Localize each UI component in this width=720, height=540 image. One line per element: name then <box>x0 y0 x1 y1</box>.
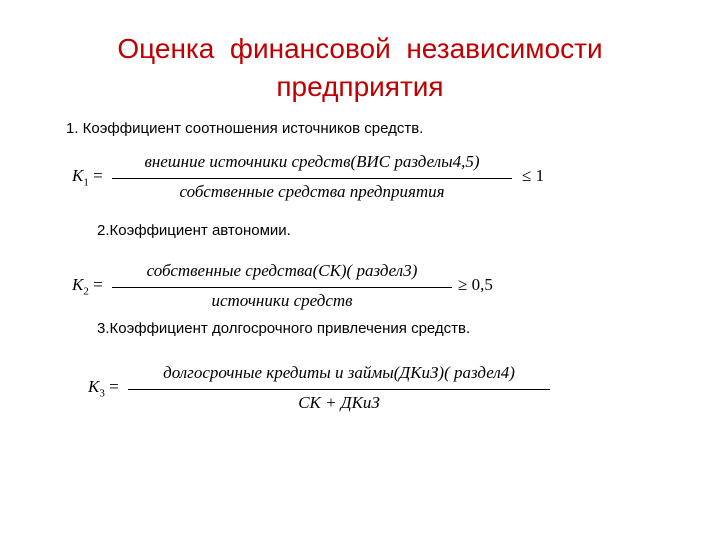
formula-1-denominator: собственные средства предприятия <box>179 182 445 201</box>
formula-3-numerator: долгосрочные кредиты и займы(ДКиЗ)( раздел4) <box>163 363 515 382</box>
formula-1-fraction <box>112 152 512 204</box>
formula-1-numerator: внешние источники средств(ВИС разделы4,5) <box>144 152 480 171</box>
formula-2-fraction <box>112 261 452 313</box>
formula-2-numerator: собственные средства(СК)( раздел3) <box>146 261 418 280</box>
formula-3-fraction-bar <box>128 389 550 390</box>
item-label-2: 2.Коэффициент автономии. <box>97 222 291 239</box>
formula-1-rhs: ≤ 1 <box>522 166 545 185</box>
formula-3-denominator: СК + ДКиЗ <box>298 393 380 412</box>
formula-2 <box>72 261 512 313</box>
formula-2-rhs: ≥ 0,5 <box>458 275 493 294</box>
formula-1-lhs: $K_1$ = <box>72 166 103 189</box>
formula-1 <box>72 152 545 204</box>
formula-1-fraction-bar <box>112 178 512 179</box>
formula-3-lhs: $K_3$ = <box>88 377 119 400</box>
slide-title-line1: Оценка финансовой независимости <box>117 33 603 64</box>
formula-3 <box>88 363 558 415</box>
item-label-3: 3.Коэффициент долгосрочного привлечения средств. <box>97 320 471 337</box>
formula-2-fraction-bar <box>112 287 452 288</box>
item-label-1: 1. Коэффициент соотношения источников средств. <box>66 120 424 137</box>
formula-2-denominator: источники средств <box>211 291 353 310</box>
formula-3-fraction <box>128 363 550 415</box>
slide-title <box>0 30 720 106</box>
slide-title-line2: предприятия <box>276 71 444 102</box>
formula-2-lhs: $K_2$ = <box>72 275 103 298</box>
